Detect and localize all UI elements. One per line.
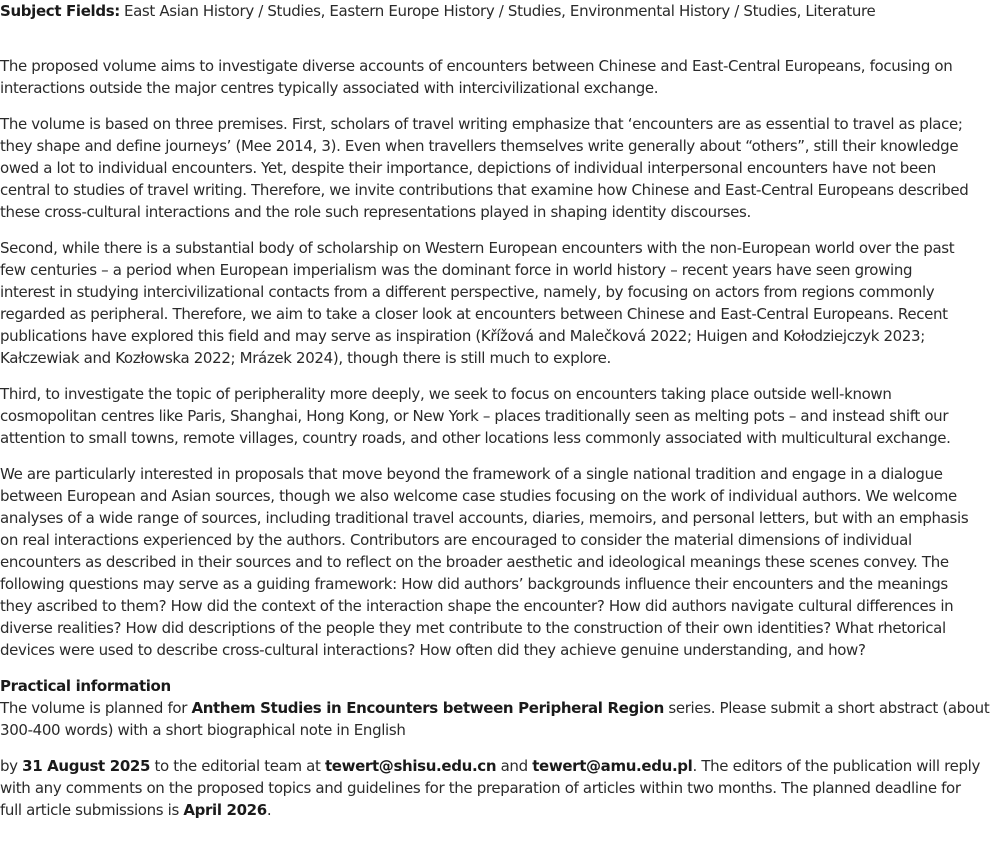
- paragraph-practical: [0, 697, 1003, 741]
- text-line: diverse realities? How did descriptions of the people they met contribute to the construction of their own identities? What rhetorical: [0, 619, 946, 637]
- text-line: devices were used to describe cross-cultural interactions? How often did they achieve genuine understanding, and how?: [0, 641, 866, 659]
- text-line: regarded as peripheral. Therefore, we aim to take a closer look at encounters between Chinese and East-Central Europeans. Recent: [0, 305, 948, 323]
- email-amu: tewert@amu.edu.pl: [532, 757, 693, 775]
- practical-suffix: series. Please submit a short abstract (about: [663, 699, 990, 717]
- paragraph-intro: [0, 55, 1003, 99]
- text-line: encounters as described in their sources and to reflect on the broader aesthetic and ideological meanings these scenes convey. The: [0, 553, 949, 571]
- paragraph-premise-three: [0, 383, 1003, 449]
- paragraph-premise-two: [0, 237, 1003, 369]
- text-line: owed a lot to individual encounters. Yet, despite their importance, depictions of individual interpersonal encounters have not been: [0, 159, 936, 177]
- practical-information-heading: Practical information: [0, 677, 171, 695]
- paragraph-premise-one: [0, 113, 1003, 223]
- text-line: [0, 697, 1003, 719]
- subject-fields-label: Subject Fields:: [0, 2, 120, 20]
- text-line: interest in studying intercivilizational contacts from a different perspective, namely, by focusing on actors from regions commonly: [0, 283, 935, 301]
- text-line: Second, while there is a substantial body of scholarship on Western European encounters with the non-European world over the past: [0, 239, 955, 257]
- text-line: We are particularly interested in proposals that move beyond the framework of a single national tradition and engage in a dialogue: [0, 465, 943, 483]
- deadline-prefix: full article submissions is: [0, 801, 184, 819]
- text-line: few centuries – a period when European imperialism was the dominant force in world history – recent years have seen growing: [0, 261, 913, 279]
- text-line: between European and Asian sources, though we also welcome case studies focusing on the work of individual authors. We welcome: [0, 487, 957, 505]
- text-line: attention to small towns, remote villages, country roads, and other locations less commonly associated with multicultural exchange.: [0, 429, 951, 447]
- email-shisu: tewert@shisu.edu.cn: [324, 757, 497, 775]
- text-line: The proposed volume aims to investigate diverse accounts of encounters between Chinese and East-Central Europeans, focusing on: [0, 57, 953, 75]
- text-line: they shape and define journeys’ (Mee 2014, 3). Even when travellers themselves write generally about “others”, still their knowledge: [0, 137, 959, 155]
- abstract-deadline: 31 August 2025: [22, 757, 151, 775]
- text-line: Kałczewiak and Kozłowska 2022; Mrázek 2024), though there is still much to explore.: [0, 349, 611, 367]
- text-line: analyses of a wide range of sources, including traditional travel accounts, diaries, memoirs, and personal letters, but with an emphasis: [0, 509, 969, 527]
- text-line: cosmopolitan centres like Paris, Shanghai, Hong Kong, or New York – places traditionally seen as melting pots – and instead shift our: [0, 407, 949, 425]
- subject-fields-values: East Asian History / Studies, Eastern Europe History / Studies, Environmental History / Studies, Literature: [123, 2, 876, 20]
- text-line: following questions may serve as a guiding framework: How did authors’ backgrounds influence their encounters and the meanings: [0, 575, 948, 593]
- text-line: Third, to investigate the topic of peripherality more deeply, we seek to focus on encounters taking place outside well-known: [0, 385, 892, 403]
- text-line: [0, 755, 1003, 777]
- text-line: publications have explored this field and may serve as inspiration (Křížová and Malečková 2022; Huigen and Kołodziejczyk 2023;: [0, 327, 925, 345]
- practical-prefix: The volume is planned for: [0, 699, 192, 717]
- subject-fields: [0, 0, 1003, 22]
- article-deadline: April 2026: [183, 801, 267, 819]
- text-line: with any comments on the proposed topics and guidelines for the preparation of articles within two months. The planned deadline for: [0, 779, 961, 797]
- text-line: interactions outside the major centres typically associated with intercivilizational exchange.: [0, 79, 659, 97]
- text-line: 300-400 words) with a short biographical note in English: [0, 721, 406, 739]
- deadline-suffix: .: [266, 801, 272, 819]
- text-line: they ascribed to them? How did the context of the interaction shape the encounter? How did authors navigate cultural differences in: [0, 597, 954, 615]
- by-text: by: [0, 757, 23, 775]
- text-line: [0, 799, 1003, 821]
- text-line: these cross-cultural interactions and the role such representations played in shaping identity discourses.: [0, 203, 751, 221]
- text-line: on real interactions experienced by the authors. Contributors are encouraged to consider the material dimensions of individual: [0, 531, 912, 549]
- text-line: central to studies of travel writing. Therefore, we invite contributions that examine how Chinese and East-Central Europeans described: [0, 181, 969, 199]
- to-team-text: to the editorial team at: [150, 757, 325, 775]
- paragraph-submission: [0, 755, 1003, 821]
- series-name: Anthem Studies in Encounters between Peripheral Region: [191, 699, 664, 717]
- paragraph-proposals: [0, 463, 1003, 661]
- and-text: and: [496, 757, 533, 775]
- after-emails-text: . The editors of the publication will reply: [692, 757, 980, 775]
- text-line: The volume is based on three premises. First, scholars of travel writing emphasize that ‘encounters are as essential to travel as place;: [0, 115, 963, 133]
